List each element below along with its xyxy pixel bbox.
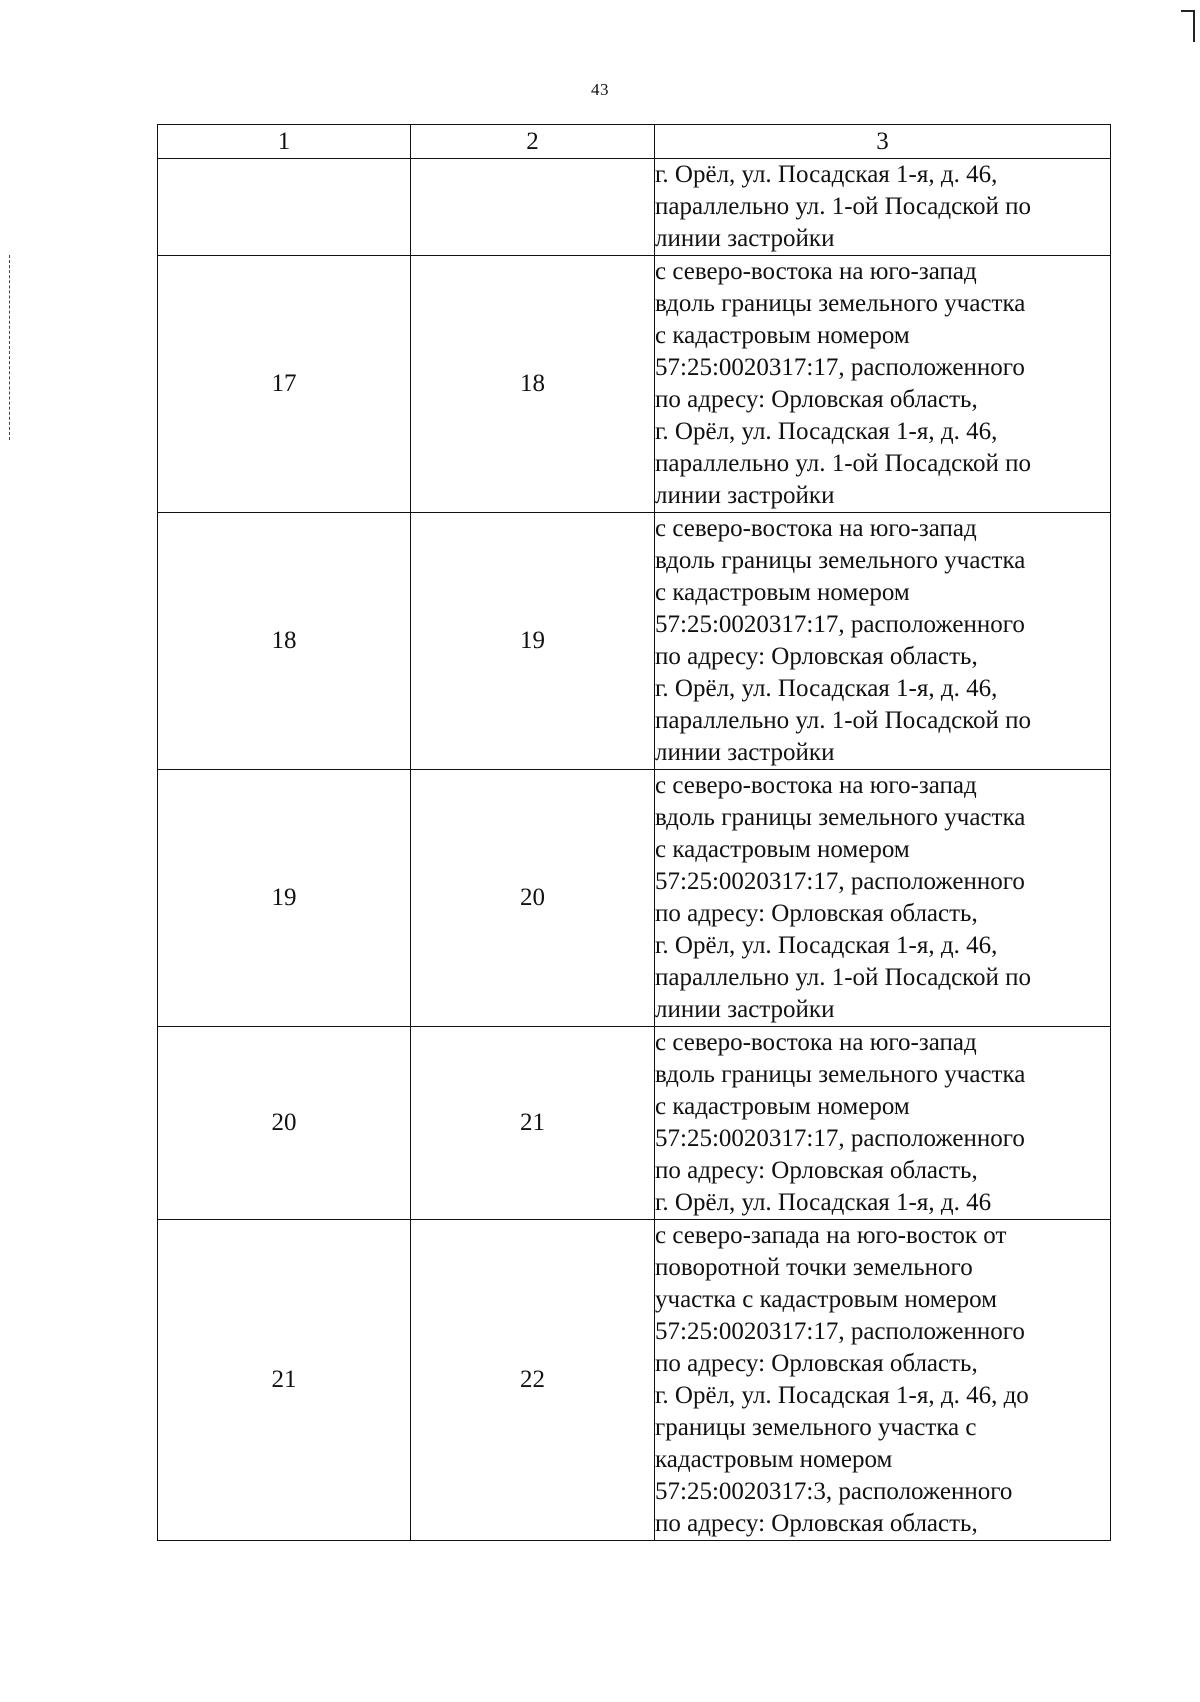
- description-line: по адресу: Орловская область,: [655, 1157, 978, 1184]
- margin-dashed-mark: [9, 255, 10, 440]
- corner-crop-mark: [1181, 10, 1195, 42]
- column-header-1: 1: [158, 125, 411, 159]
- description-line: границы земельного участка с: [655, 1414, 977, 1441]
- table-row: [158, 513, 1111, 770]
- description-line: по адресу: Орловская область,: [655, 1350, 978, 1377]
- description-line: с кадастровым номером: [655, 322, 910, 349]
- boundary-description-table: [157, 124, 1111, 1541]
- boundary-description-cell: [655, 256, 1111, 513]
- description-line: вдоль границы земельного участка: [655, 804, 1026, 831]
- description-line: с северо-востока на юго-запад: [655, 515, 977, 542]
- description-line: 57:25:0020317:17, расположенного: [655, 354, 1025, 381]
- table-body: [158, 159, 1111, 1541]
- description-line: с северо-востока на юго-запад: [655, 772, 977, 799]
- description-line: поворотной точки земельного: [655, 1254, 973, 1281]
- description-line: параллельно ул. 1-ой Посадской по: [655, 450, 1032, 477]
- description-line: линии застройки: [655, 996, 835, 1023]
- point-from-cell: 21: [158, 1220, 411, 1541]
- table-row: [158, 770, 1111, 1027]
- description-line: по адресу: Орловская область,: [655, 643, 978, 670]
- table-row: [158, 1027, 1111, 1220]
- description-line: с северо-востока на юго-запад: [655, 258, 977, 285]
- description-line: параллельно ул. 1-ой Посадской по: [655, 964, 1032, 991]
- description-line: участка с кадастровым номером: [655, 1286, 997, 1313]
- description-line: с кадастровым номером: [655, 836, 910, 863]
- description-line: по адресу: Орловская область,: [655, 386, 978, 413]
- description-line: параллельно ул. 1-ой Посадской по: [655, 193, 1032, 220]
- point-from-cell: 18: [158, 513, 411, 770]
- table-row: [158, 159, 1111, 256]
- boundary-description-cell: [655, 159, 1111, 256]
- table-header-row: [158, 125, 1111, 159]
- description-line: параллельно ул. 1-ой Посадской по: [655, 707, 1032, 734]
- description-line: вдоль границы земельного участка: [655, 547, 1026, 574]
- description-line: с кадастровым номером: [655, 579, 910, 606]
- description-line: г. Орёл, ул. Посадская 1-я, д. 46, до: [655, 1382, 1029, 1409]
- description-line: по адресу: Орловская область,: [655, 1510, 978, 1537]
- description-line: с кадастровым номером: [655, 1093, 910, 1120]
- description-line: вдоль границы земельного участка: [655, 1061, 1026, 1088]
- table-row: [158, 256, 1111, 513]
- description-line: 57:25:0020317:17, расположенного: [655, 868, 1025, 895]
- description-line: по адресу: Орловская область,: [655, 900, 978, 927]
- point-from-cell: [158, 159, 411, 256]
- column-header-3: 3: [655, 125, 1111, 159]
- description-line: г. Орёл, ул. Посадская 1-я, д. 46: [655, 1189, 992, 1216]
- point-from-cell: 17: [158, 256, 411, 513]
- point-to-cell: [411, 159, 655, 256]
- boundary-description-cell: [655, 770, 1111, 1027]
- description-line: 57:25:0020317:17, расположенного: [655, 1125, 1025, 1152]
- description-line: 57:25:0020317:17, расположенного: [655, 1318, 1025, 1345]
- point-to-cell: 18: [411, 256, 655, 513]
- point-to-cell: 21: [411, 1027, 655, 1220]
- description-line: 57:25:0020317:3, расположенного: [655, 1478, 1013, 1505]
- point-to-cell: 22: [411, 1220, 655, 1541]
- point-to-cell: 19: [411, 513, 655, 770]
- page-number: 43: [591, 80, 609, 99]
- point-from-cell: 19: [158, 770, 411, 1027]
- description-line: вдоль границы земельного участка: [655, 290, 1026, 317]
- description-line: с северо-запада на юго-восток от: [655, 1222, 1007, 1249]
- description-line: с северо-востока на юго-запад: [655, 1029, 977, 1056]
- point-to-cell: 20: [411, 770, 655, 1027]
- description-line: кадастровым номером: [655, 1446, 893, 1473]
- column-header-2: 2: [411, 125, 655, 159]
- description-line: 57:25:0020317:17, расположенного: [655, 611, 1025, 638]
- point-from-cell: 20: [158, 1027, 411, 1220]
- boundary-description-cell: [655, 1220, 1111, 1541]
- description-line: линии застройки: [655, 482, 835, 509]
- description-line: г. Орёл, ул. Посадская 1-я, д. 46,: [655, 675, 998, 702]
- table-row: [158, 1220, 1111, 1541]
- boundary-description-cell: [655, 1027, 1111, 1220]
- description-line: г. Орёл, ул. Посадская 1-я, д. 46,: [655, 418, 998, 445]
- description-line: линии застройки: [655, 739, 835, 766]
- boundary-description-cell: [655, 513, 1111, 770]
- description-line: линии застройки: [655, 225, 835, 252]
- description-line: г. Орёл, ул. Посадская 1-я, д. 46,: [655, 932, 998, 959]
- description-line: г. Орёл, ул. Посадская 1-я, д. 46,: [655, 161, 998, 188]
